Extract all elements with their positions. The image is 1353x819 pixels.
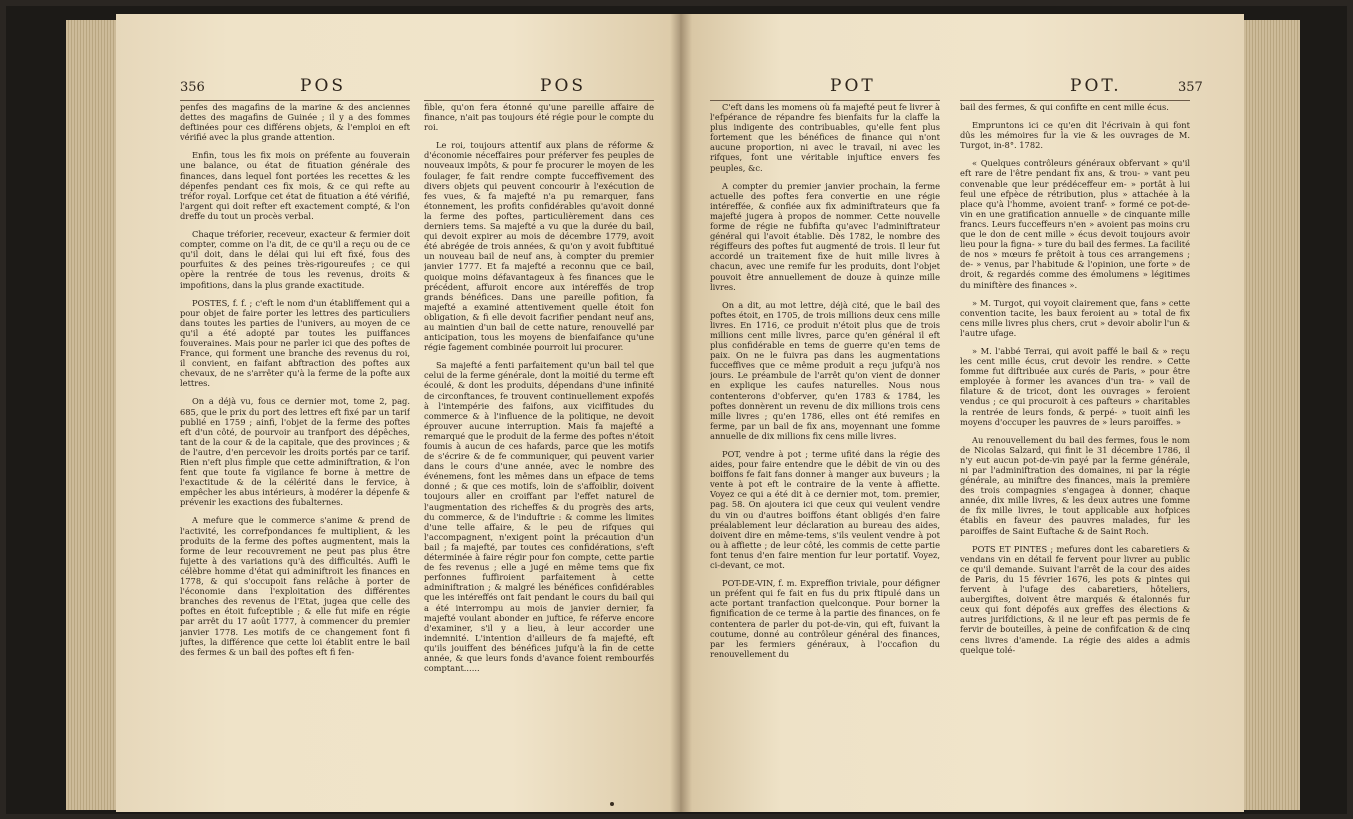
paragraph: C'eft dans les momens où fa majefté peut fe livrer à l'efpérance de répandre fes bienfaits fur la claffe la plus indigente des contribuables, qu'elle fent plus fortement que les bénéfices de finance qui n'ont aucune proportion, ni avec le travail, ni avec les rifques, font une véritable injuftice envers fes peuples, &c. <box>710 102 940 173</box>
left-page <box>116 14 680 812</box>
right-page-edges <box>1244 20 1300 810</box>
paragraph: Au renouvellement du bail des fermes, fous le nom de Nicolas Salzard, qui finit le 31 décembre 1786, il n'y eut aucun pot-de-vin payé par la ferme générale, ni par l'adminiftration des domaines, ni par la régie générale, au miniftre des finances, mais la première des trois compagnies s'engagea à donner, chaque année, dix mille livres, & les deux autres une fomme de fix mille livres, le tout applicable aux hofpices établis en faveur des pauvres malades, fur les paroiffes de Saint Euftache & de Saint Roch. <box>960 434 1190 536</box>
paragraph-pots-et-pintes-entry: POTS ET PINTES ; mefures dont les cabaretiers & vendans vin en détail fe fervent pour livrer au public ce qu'il demande. Suivant l'arrêt de la cour des aides de Paris, du 15 février 1676, les pots & pintes qui fervent à l'ufage des cabaretiers, hôteliers, aubergiftes, doivent être marqués & étalonnés fur ceux qui font dépofés aux greffes des élections & autres jurifdictions, & il ne leur eft pas permis de fe fervir de bouteilles, à peine de confifcation & de cinq cens livres d'amende. La régie des aides a admis quelque tolé- <box>960 543 1190 655</box>
paragraph: A compter du premier janvier prochain, la ferme actuelle des poftes fera convertie en une régie intéreffée, & confiée aux fix adminiftrateurs que fa majefté jugera à propos de nommer. Cette nouvelle forme de régie ne fubfifta qu'avec l'adminiftrateur général qui l'avoit établie. Dès 1782, le nombre des régiffeurs des poftes fut augmenté de trois. Il leur fut accordé un traitement fixe de huit mille livres à chacun, avec une remife fur les produits, dont l'objet pouvoit être annuellement de douze à quinze mille livres. <box>710 180 940 292</box>
paragraph: bail des fermes, & qui confifte en cent mille écus. <box>960 102 1169 112</box>
paragraph: Empruntons ici ce qu'en dit l'écrivain à qui font dûs les mémoires fur la vie & les ouvrages de M. Turgot, in-8°. 1782. <box>960 120 1190 151</box>
paragraph: Enfin, tous les fix mois on préfente au fouverain une balance, ou état de fituation générale des finances, dans lequel font portées les recettes & les dépenfes pendant ces fix mois, & ce qui refte au tréfor royal. Lorfque cet état de fituation a été vérifié, l'argent qui doit refter eft exactement compté, & l'on dreffe du tout un procès verbal. <box>180 150 410 221</box>
paragraph-pot-de-vin-entry: POT-DE-VIN, f. m. Expreffion triviale, pour défigner un préfent qui fe fait en fus du prix ftipulé dans un acte portant tranfaction quelconque. Pour borner la fignification de ce terme à la partie des finances, on fe contentera de parler du pot-de-vin, qui eft, fuivant la coutume, donné au contrôleur général des finances, par les fermiers généraux, à l'occafion du renouvellement du <box>710 578 940 659</box>
paragraph: On a déjà vu, fous ce dernier mot, tome 2, pag. 685, que le prix du port des lettres eft fixé par un tarif publié en 1759 ; ainfi, l'objet de la ferme des poftes eft d'un côté, de pourvoir au tranfport des dépêches, tant de la cour & de la capitale, que des provinces ; & de l'autre, d'en percevoir les droits portés par ce tarif. Rien n'eft plus fimple que cette adminiftration, & l'on fent que toute fa vigilance fe borne à mettre de l'exactitude & de la célérité dans le fervice, à empêcher les abus intérieurs, à modérer la dépenfe & prévenir les exactions des fubalternes. <box>180 396 410 508</box>
paragraph: penfes des magafins de la marine & des anciennes dettes des magafins de Guinée ; il y a des fommes deftinées pour ces différens objets, & l'emploi en eft vérifié avec la plus grande attention. <box>180 102 410 143</box>
left-header-left-word: POS <box>300 76 347 96</box>
left-column-2 <box>424 102 654 797</box>
right-page <box>680 14 1244 812</box>
left-header-right-word: POS <box>540 76 587 96</box>
paragraph-pot-entry: POT, vendre à pot ; terme ufité dans la régie des aides, pour faire entendre que le débit de vin ou des boiffons fe fait fans donner à manger aux buveurs ; la vente à pot eft le contraire de la vente à affiette. Voyez ce qui a été dit à ce dernier mot, tom. premier, pag. 58. On ajoutera ici que ceux qui veulent vendre du vin ou d'autres boiffons étant obligés d'en faire préalablement leur déclaration au bureau des aides, doivent dire en même-tems, s'ils veulent vendre à pot ou à affiette ; de leur côté, les commis de cette partie font tenus d'en faire mention fur leur portatif. Voyez, ci-devant, ce mot. <box>710 449 940 571</box>
right-page-header <box>710 76 1210 98</box>
left-col2-rule <box>424 100 654 101</box>
right-col2-rule <box>960 100 1190 101</box>
paragraph-postes-entry: POSTES, f. f. ; c'eft le nom d'un établiffement qui a pour objet de faire porter les lettres des particuliers dans toutes les parties de l'univers, au moyen de ce qu'il a été adopté par toutes les puiffances fouveraines. Mais pour ne parler ici que des poftes de France, qui forment une branche des revenus du roi, il convient, en faifant abftraction des poftes aux chevaux, de ne s'arrêter qu'à la ferme de la pofte aux lettres. <box>180 297 410 389</box>
paragraph: Chaque tréforier, receveur, exacteur & fermier doit compter, comme on l'a dit, de ce qu'il a reçu ou de ce qu'il doit, dans le délai qui lui eft fixé, fous des pourfuites & des peines très-rigoureufes ; ce qui opère la rentrée de tous les revenus, droits & impofitions, dans la plus grande exactitude. <box>180 229 410 290</box>
paragraph: Sa majefté a fenti parfaitement qu'un bail tel que celui de la ferme générale, dont la moitié du terme eft écoulé, & dont les produits, dépendans d'une infinité de circonftances, fe trouvent continuellement expofés à l'intempérie des faifons, aux viciffitudes du commerce & à l'influence de la politique, ne devoit éprouver aucune interruption. Mais fa majefté a remarqué que le produit de la ferme des poftes n'étoit foumis à aucun de ces hafards, parce que les motifs de s'écrire & de fe communiquer, qui peuvent varier dans le cours d'une année, avec le nombre des événemens, font les mêmes dans un efpace de tems donné ; & que ces motifs, loin de s'affoiblir, doivent toujours aller en croiffant par l'effet naturel de l'augmentation des richeffes & du progrès des arts, du commerce, & de l'induftrie : & comme les limites d'une telle affaire, & le peu de rifques qui l'accompagnent, n'exigent point la précaution d'un bail ; fa majefté, par toutes ces confidérations, s'eft déterminée à faire régir pour fon compte, cette partie de fes revenus ; elle a jugé en même tems que fix perfonnes fuffiroient parfaitement à cette adminiftration ; & malgré les bénéfices confidérables que les intéreffés ont fait pendant le cours du bail qui a été interrompu au mois de janvier dernier, fa majefté voulant abonder en juftice, fe réferve encore d'examiner, s'il y a lieu, à leur accorder une indemnité. L'intention d'ailleurs de fa majefté, eft qu'ils jouiffent des bénéfices jufqu'à la fin de cette année, & que leurs fonds d'avance foient rembourfés comptant...... <box>424 360 654 674</box>
paragraph: Le roi, toujours attentif aux plans de réforme & d'économie néceffaires pour préferver fes peuples de nouveaux impôts, & pour fe procurer le moyen de les foulager, fe fait rendre compte fucceffivement des divers objets qui peuvent concourir à l'exécution de fes vues, & fa majefté n'a pu remarquer, fans étonnement, les profits confidérables qu'avoit donné la ferme des poftes, particulièrement dans ces derniers tems. Sa majefté a vu que la durée du bail, qui devoit expirer au mois de décembre 1779, avoit été abrégée de trois années, & qu'on y avoit fubftitué un nouveau bail de neuf ans, à compter du premier janvier 1777. Et fa majefté a reconnu que ce bail, quoique moins défavantageux à fes finances que le précédent, affuroit encore aux intéreffés de trop grands bénéfices. Dans une pareille pofition, fa majefté a examiné attentivement quelle étoit fon obligation, & fi elle devoit facrifier pendant neuf ans, au maintien d'un bail de cette nature, renouvellé par anticipation, tous les moyens de bienfaifance qu'une régie fagement combinée pourroit lui procurer. <box>424 140 654 353</box>
right-header-left-word: POT <box>830 76 876 96</box>
left-page-number: 356 <box>180 80 205 95</box>
quotation: » M. l'abbé Terrai, qui avoit paffé le bail & » reçu les cent mille écus, crut devoir les rendre. » Cette fomme fut diftribuée aux curés de Paris, » pour être employée à former les avances d'un tra- » vail de filature & de tricot, dont les ouvrages » feroient vendus ; ce qui procuroit à ces pafteurs » charitables la rentrée de leurs fonds, & perpé- » tuoit ainfi les moyens d'occuper les pauvres de » leurs paroiffes. » <box>960 345 1190 427</box>
right-column-1 <box>710 102 940 797</box>
right-header-right-word: POT. <box>1070 76 1122 96</box>
right-column-2 <box>960 102 1190 797</box>
right-page-number: 357 <box>1178 80 1203 95</box>
bottom-ornament-dot <box>610 802 614 806</box>
quotation: « Quelques contrôleurs généraux obfervant » qu'il eft rare de l'être pendant fix ans, & trou- » vant peu convenable que leur prédéceffeur em- » portât à lui feul une efpèce de rétribution, plus » attachée à la place qu'à l'homme, avoient tranf- » formé ce pot-de-vin en une gratification annuelle » de cinquante mille francs. Leurs fucceffeurs n'en » avoient pas moins cru que le don de cent mille » écus devoit toujours avoir lieu pour la figna- » ture du bail des fermes. La facilité de nos » mœurs fe prêtoit à tous ces arrangemens ; de- » venus, par l'habitude & l'opinion, une forte » de droit, & regardés comme des émolumens » légitimes du miniftère des finances ». <box>960 158 1190 290</box>
paragraph: On a dit, au mot lettre, déjà cité, que le bail des poftes étoit, en 1705, de trois millions deux cens mille livres. En 1716, ce produit n'étoit plus que de trois millions cent mille livres, parce qu'en général il eft plus confidérable en tems de guerre qu'en tems de paix. On ne le fuivra pas dans les augmentations fucceffives que ce même produit a reçu jufqu'à nos jours. Le préambule de l'arrêt qu'on vient de donner en explique les caufes naturelles. Nous nous contenterons d'obferver, qu'en 1783 & 1784, les poftes donnèrent un revenu de dix millions trois cens mille livres ; qu'en 1786, elles ont été remifes en ferme, par un bail de fix ans, moyennant une fomme annuelle de dix millions fix cens mille livres. <box>710 299 940 441</box>
quotation: » M. Turgot, qui voyoit clairement que, fans » cette convention tacite, les baux feroient au » total de fix cens mille livres plus chers, crut » devoir abolir l'un & l'autre ufage. <box>960 297 1190 338</box>
book-spread <box>6 6 1347 814</box>
right-col1-rule <box>710 100 940 101</box>
left-column-1 <box>180 102 410 797</box>
paragraph: A mefure que le commerce s'anime & prend de l'activité, les correfpondances fe multiplient, & les produits de la ferme des poftes augmentent, mais la forme de leur recouvrement ne peut pas plus être fujette à des variations qu'à des difficultés. Auffi le célèbre homme d'état qui adminiftroit les finances en 1778, & qui s'occupoit fans relâche à porter de l'économie dans l'exploitation des différentes branches des revenus de l'Etat, jugea que celle des poftes en étoit fufceptible ; & elle fut mife en régie par arrêt du 17 août 1777, à commencer du premier janvier 1778. Les motifs de ce changement font fi juftes, la différence que cette loi établit entre le bail des fermes & un bail des poftes eft fi fen- <box>180 515 410 657</box>
left-page-edges <box>66 20 118 810</box>
left-col1-rule <box>180 100 410 101</box>
left-page-header <box>180 76 650 98</box>
paragraph: fible, qu'on fera étonné qu'une pareille affaire de finance, n'ait pas toujours été régie pour le compte du roi. <box>424 102 654 133</box>
